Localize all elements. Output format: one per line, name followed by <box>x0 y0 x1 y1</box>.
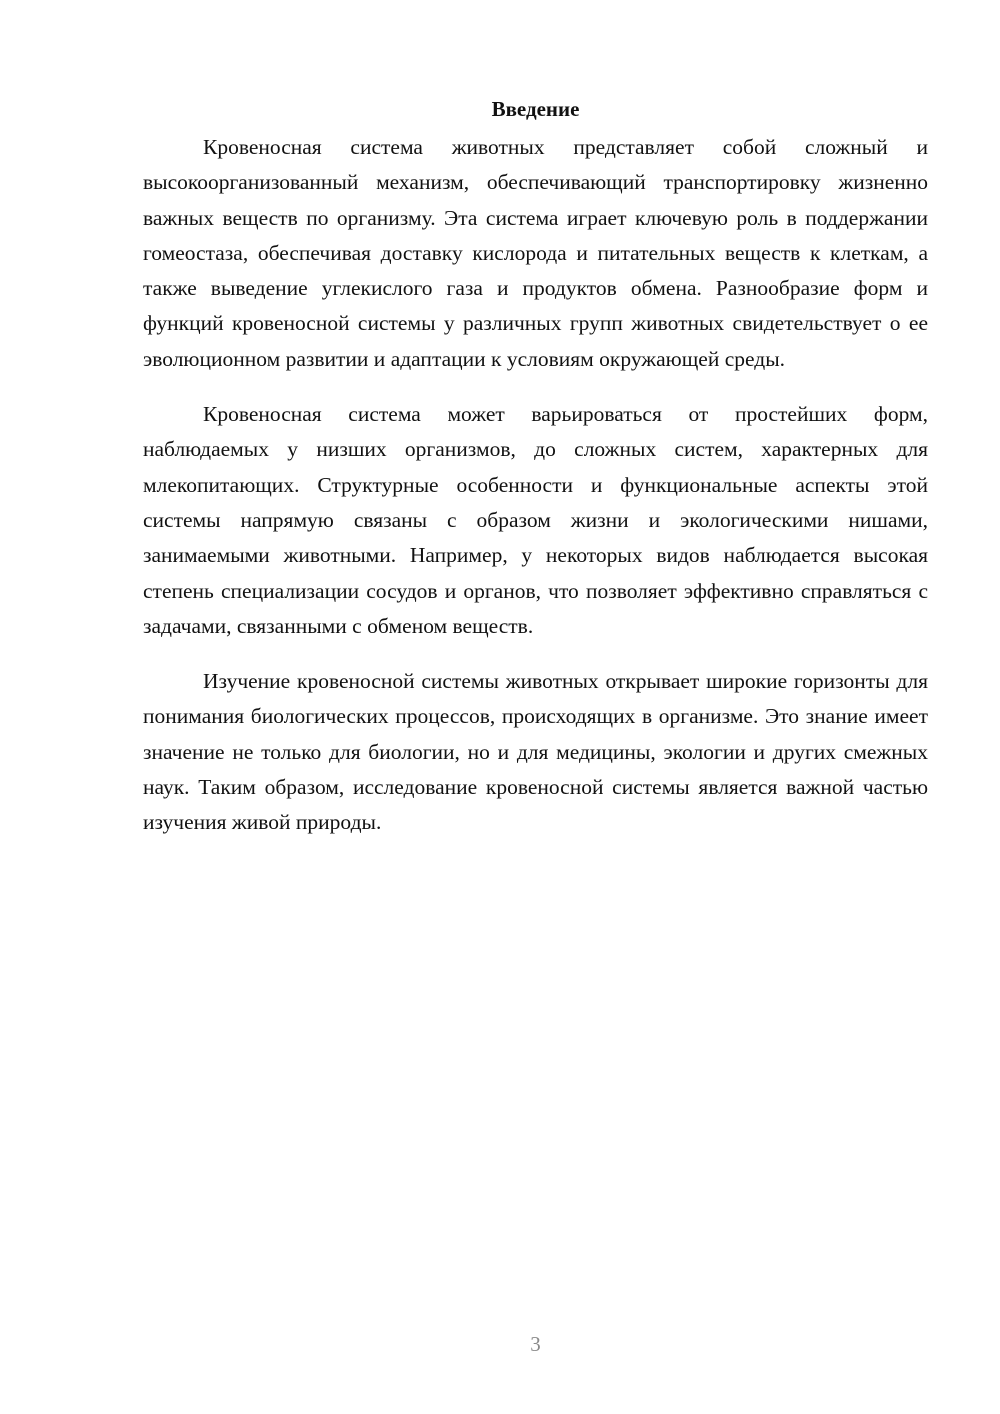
section-title: Введение <box>491 97 580 121</box>
paragraph-1: Кровеносная система животных представляет собой сложный и высокоорганизованный механизм, обеспечивающий транспортировку жизненно важных веществ по организму. Эта система играет ключевую роль в поддержании гомеостаза, обеспечивая доставку кислорода и питательных веществ к клеткам, а также выведение углекислого газа и продуктов обмена. Разнообразие форм и функций кровеносной системы у различных групп животных свидетельствует о ее эволюционном развитии и адаптации к условиям окружающей среды. <box>143 135 928 371</box>
paragraph-3: Изучение кровеносной системы животных открывает широкие горизонты для понимания биологических процессов, происходящих в организме. Это знание имеет значение не только для биологии, но и для медицины, экологии и других смежных наук. Таким образом, исследование кровеносной системы является важной частью изучения живой природы. <box>143 669 928 835</box>
page-number: 3 <box>530 1332 541 1356</box>
paragraph-2: Кровеносная система может варьироваться от простейших форм, наблюдаемых у низших организмов, до сложных систем, характерных для млекопитающих. Структурные особенности и функциональные аспекты этой системы напрямую связаны с образом жизни и экологическими нишами, занимаемыми животными. Например, у некоторых видов наблюдается высокая степень специализации сосудов и органов, что позволяет эффективно справляться с задачами, связанными с обменом веществ. <box>143 402 928 638</box>
page-content <box>143 94 928 861</box>
